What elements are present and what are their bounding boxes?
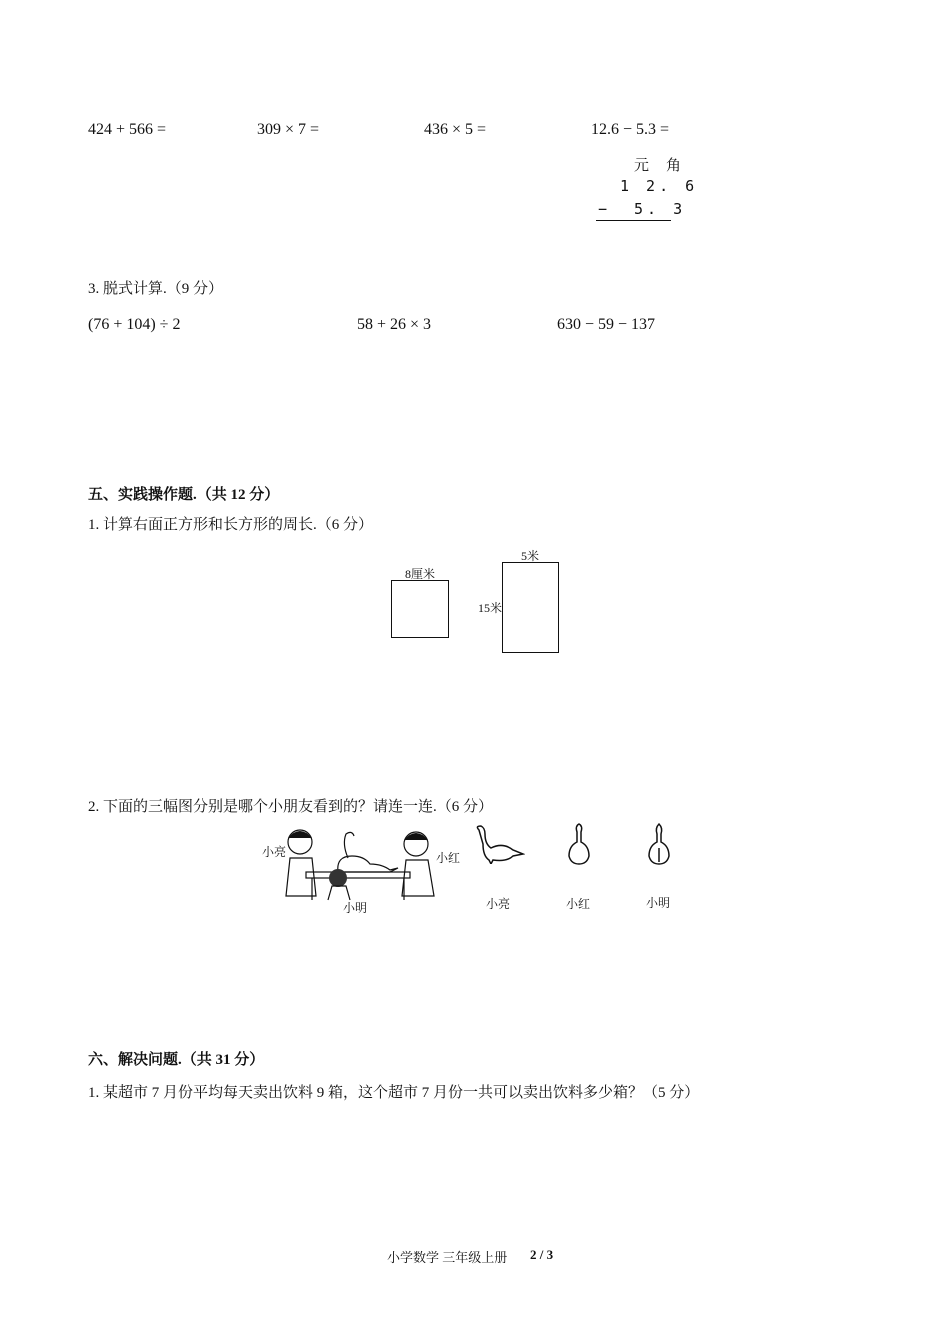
vertical-calc-minus: −: [598, 200, 612, 218]
footer-page-number: 2 / 3: [530, 1247, 554, 1262]
vertical-calc-bottom: 5. 3: [634, 200, 687, 218]
section6-title: 六、解决问题.（共 31 分）: [88, 1052, 265, 1068]
vertical-calc-line: [596, 220, 671, 221]
view-label-2: 小红: [566, 897, 591, 911]
view-label-1: 小亮: [486, 897, 511, 911]
square-side-label: 8厘米: [405, 567, 436, 581]
equation-2: 309 × 7 =: [257, 121, 320, 138]
q3-expr-2: 58 + 26 × 3: [357, 316, 432, 333]
equation-4: 12.6 − 5.3 =: [591, 121, 670, 138]
dinosaur-side-view-icon: [473, 824, 525, 864]
q3-expr-3: 630 − 59 − 137: [557, 316, 656, 333]
section6-q1: 1. 某超市 7 月份平均每天卖出饮料 9 箱，这个超市 7 月份一共可以卖出饮料多少箱？（5 分）: [88, 1085, 700, 1101]
section5-q1: 1. 计算右面正方形和长方形的周长.（6 分）: [88, 517, 374, 533]
dinosaur-back-view-icon: [645, 822, 673, 866]
dinosaur-front-view-icon: [565, 822, 593, 866]
children-dinosaur-scene: [278, 822, 443, 902]
scene-label-bottom: 小明: [343, 901, 368, 915]
footer-subject: 小学数学 三年级上册: [387, 1250, 508, 1265]
rectangle-shape: [502, 562, 559, 653]
vertical-calc-top: 1 2. 6: [620, 177, 699, 195]
section5-title: 五、实践操作题.（共 12 分）: [88, 487, 280, 503]
vertical-calc-header: 元 角: [634, 156, 686, 174]
scene-label-right: 小红: [436, 851, 461, 865]
equation-1: 424 + 566 =: [88, 121, 167, 138]
q3-expr-1: (76 + 104) ÷ 2: [88, 316, 181, 333]
rect-side-label: 15米: [478, 601, 503, 615]
equation-3: 436 × 5 =: [424, 121, 487, 138]
view-label-3: 小明: [646, 896, 671, 910]
section5-q2: 2. 下面的三幅图分别是哪个小朋友看到的？请连一连.（6 分）: [88, 799, 494, 815]
square-shape: [391, 580, 449, 638]
rect-top-label: 5米: [521, 549, 540, 563]
scene-label-left: 小亮: [262, 845, 287, 859]
q3-title: 3. 脱式计算.（9 分）: [88, 281, 224, 297]
